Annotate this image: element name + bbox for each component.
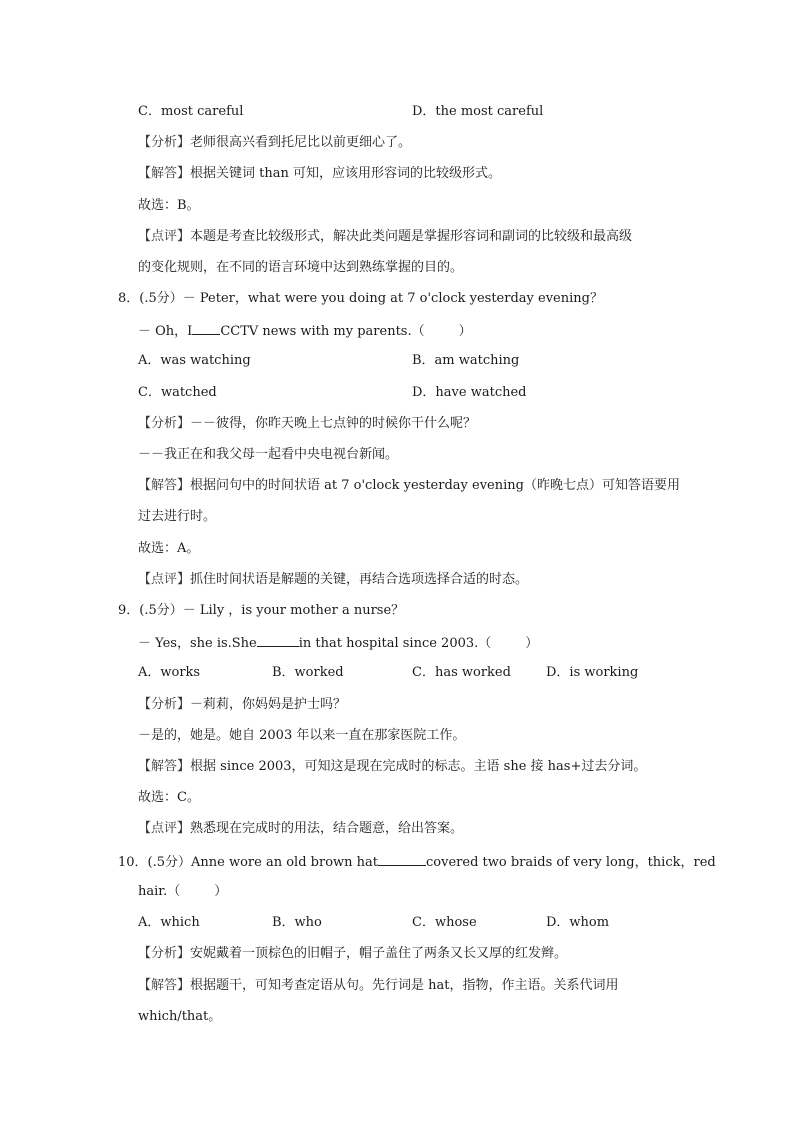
comment-tag: 【点评】 [138,821,191,836]
q9-option-b: B．worked [272,665,344,680]
q7-answer-text: 根据关键词 than 可知，应该用形容词的比较级形式。 [190,166,502,181]
answer-blank [257,632,299,647]
analysis-tag: 【分析】 [138,416,191,431]
q8-option-a: A．was watching [138,353,251,368]
q7-analysis-text: 老师很高兴看到托尼比以前更细心了。 [190,135,412,150]
q10-answer-text-2: which/that。 [138,1009,222,1024]
answer-tag: 【解答】 [138,759,191,774]
q10-answer-text-1: 根据题干，可知考查定语从句。先行词是 hat，指物，作主语。关系代词用 [190,978,619,993]
q10-answer [138,976,619,996]
q9-analysis-text-1: －莉莉，你妈妈是护士吗？ [190,697,347,712]
comment-tag: 【点评】 [138,229,191,244]
q10-stem-line-1 [118,851,716,873]
q9-comment-text: 熟悉现在完成时的用法，结合题意，给出答案。 [190,821,464,836]
q10-option-c: C．whose [412,915,477,930]
q8-close-paren: ） [458,324,472,339]
q8-analysis [138,414,476,434]
q7-comment-text-2: 的变化规则，在不同的语言环境中达到熟练掌握的目的。 [138,260,464,275]
q8-answer-text-1: 根据问句中的时间状语 at 7 o'clock yesterday evening（昨晚七点）可知答语要用 [190,478,680,493]
q8-stem-line-2 [138,320,472,342]
q9-answer [138,757,646,777]
q9-option-a: A．works [138,665,201,680]
q9-option-c: C．has worked [412,665,511,680]
q9-stem-suffix: in that hospital since 2003.（ [298,636,492,651]
q7-comment-text-1: 本题是考查比较级形式，解决此类问题是掌握形容词和副词的比较级和最高级 [190,229,633,244]
q10-analysis [138,944,567,964]
q9-stem-line-2 [138,632,538,654]
q8-stem-prefix: － Oh，I [138,324,193,339]
analysis-tag: 【分析】 [138,697,191,712]
answer-blank [378,851,426,866]
answer-blank [192,320,220,335]
q8-answer-text-2: 过去进行时。 [138,509,217,524]
q10-stem-prefix: 10．(.5分）Anne wore an old brown hat [118,855,379,870]
q9-choice: 故选：C。 [138,790,200,805]
q7-choice: 故选：B。 [138,198,200,213]
q9-close-paren: ） [525,636,539,651]
q10-analysis-text: 安妮戴着一顶棕色的旧帽子，帽子盖住了两条又长又厚的红发辫。 [190,946,568,961]
q10-stem-line-2-text: hair.（ [138,884,181,899]
answer-tag: 【解答】 [138,978,191,993]
q7-option-d: D．the most careful [412,104,544,119]
answer-tag: 【解答】 [138,478,191,493]
answer-tag: 【解答】 [138,166,191,181]
q8-analysis-text-2: －－我正在和我父母一起看中央电视台新闻。 [138,447,399,462]
q7-comment [138,227,632,247]
q8-stem-suffix: CCTV news with my parents.（ [220,324,425,339]
q8-option-b: B．am watching [412,353,520,368]
analysis-tag: 【分析】 [138,946,191,961]
q8-answer [138,476,680,496]
q9-answer-text: 根据 since 2003，可知这是现在完成时的标志。主语 she 接 has+过去分词。 [190,759,647,774]
q8-comment [138,570,528,590]
q9-comment [138,819,463,839]
q9-analysis [138,695,346,715]
q8-option-d: D．have watched [412,385,527,400]
q10-option-a: A．which [138,915,200,930]
q9-stem-line-1: 9．(.5分）－ Lily ，is your mother a nurse？ [118,603,405,618]
q8-comment-text: 抓住时间状语是解题的关键，再结合选项选择合适的时态。 [190,572,529,587]
analysis-tag: 【分析】 [138,135,191,150]
q7-answer [138,164,501,184]
q7-analysis [138,133,411,153]
q10-stem-suffix: covered two braids of very long，thick，red [426,855,716,870]
q9-option-d: D．is working [546,665,639,680]
q10-stem-line-2 [138,882,227,902]
q9-stem-prefix: － Yes，she is.She [138,636,257,651]
q7-option-c: C．most careful [138,104,244,119]
comment-tag: 【点评】 [138,572,191,587]
q10-option-b: B．who [272,915,322,930]
q9-analysis-text-2: －是的，她是。她自 2003 年以来一直在那家医院工作。 [138,728,466,743]
q10-option-d: D．whom [546,915,610,930]
q8-analysis-text-1: －－彼得，你昨天晚上七点钟的时候你干什么呢？ [190,416,477,431]
q8-choice: 故选：A。 [138,541,200,556]
q8-stem-line-1: 8．(.5分）－ Peter，what were you doing at 7 o'clock yesterday evening？ [118,291,603,306]
q10-close-paren: ） [214,884,228,899]
q8-option-c: C．watched [138,385,217,400]
